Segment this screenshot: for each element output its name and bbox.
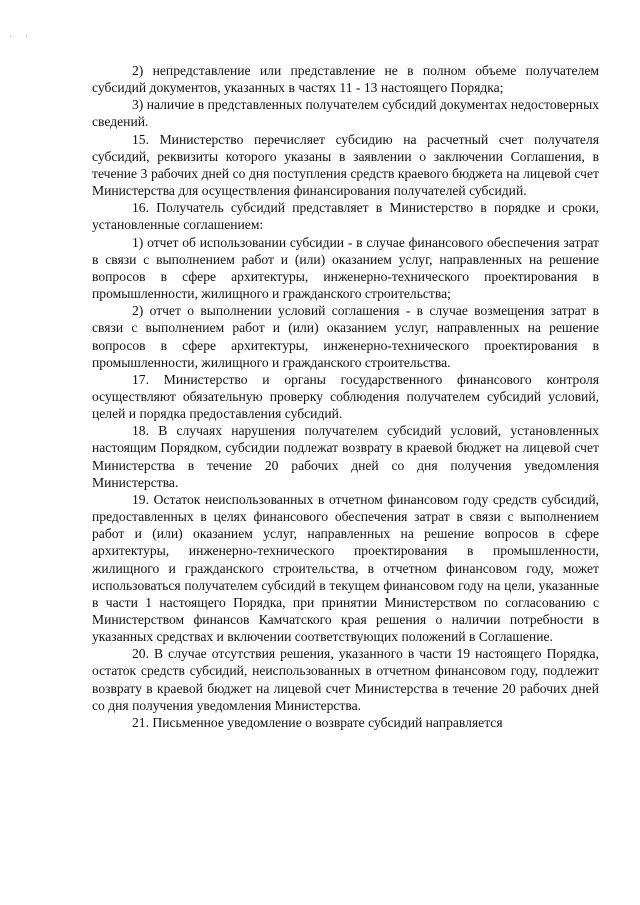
- paragraph-15: 15. Министерство перечисляет субсидию на расчетный счет получателя субсидий, реквизиты которого указаны в заявлении о заключении Соглашения, в течение 3 рабочих дней со дня поступления средств краевого бюджета на лицевой счет Министерства для осуществления финансирования получателей субсидий.: [92, 131, 599, 199]
- paragraph-16-item-1: 1) отчет об использовании субсидии - в случае финансового обеспечения затрат в связи с выполнением работ и (или) оказанием услуг, направленных на решение вопросов в сфере архитектуры, инженерно-технического проектирования в промышленности, жилищного и гражданского строительства;: [92, 234, 599, 302]
- scan-corner-mark: ' ': [10, 34, 34, 44]
- paragraph-21: 21. Письменное уведомление о возврате субсидий направляется: [132, 714, 503, 730]
- paragraph-16-item-2: 2) отчет о выполнении условий соглашения - в случае возмещения затрат в связи с выполнением работ и (или) оказанием услуг, направленных на решение вопросов в сфере архитектуры, инженерно-технического проектирования в промышленности, жилищного и гражданского строительства.: [92, 303, 599, 370]
- paragraph-item-2: 2) непредставление или представление не в полном объеме получателем субсидий документов, указанных в частях 11 - 13 настоящего Порядка;: [92, 63, 599, 96]
- paragraph-17: 17. Министерство и органы государственного финансового контроля осуществляют обязательную проверку соблюдения получателем субсидий условий, целей и порядка предоставления субсидий.: [92, 371, 599, 422]
- paragraph-16: 16. Получатель субсидий представляет в Министерство в порядке и сроки, установленные соглашением:: [92, 200, 599, 233]
- document-page: [92, 62, 599, 731]
- paragraph-19: 19. Остаток неиспользованных в отчетном финансовом году средств субсидий, предоставленных в целях финансового обеспечения затрат в связи с выполнением работ и (или) оказанием услуг, направленных на решение вопросов в сфере архитектуры, инженерно-технического проектирования в промышленности, жилищного и гражданского строительства, в отчетном финансовом году, может использоваться получателем субсидий в текущем финансовом году на цели, указанные в части 1 настоящего Порядка, при принятии Министерством по согласованию с Министерством финансов Камчатского края решения о наличии потребности в указанных средствах и включении соответствующих положений в Соглашение.: [92, 491, 599, 645]
- paragraph-20: 20. В случае отсутствия решения, указанного в части 19 настоящего Порядка, остаток средств субсидий, неиспользованных в отчетном финансовом году, подлежит возврату в краевой бюджет на лицевой счет Министерства в течение 20 рабочих дней со дня получения уведомления Министерства.: [92, 646, 599, 713]
- paragraph-18: 18. В случаях нарушения получателем субсидий условий, установленных настоящим Порядком, субсидии подлежат возврату в краевой бюджет на лицевой счет Министерства в течение 20 рабочих дней со дня получения уведомления Министерства.: [92, 423, 599, 490]
- paragraph-item-3: 3) наличие в представленных получателем субсидий документах недостоверных сведений.: [92, 97, 599, 130]
